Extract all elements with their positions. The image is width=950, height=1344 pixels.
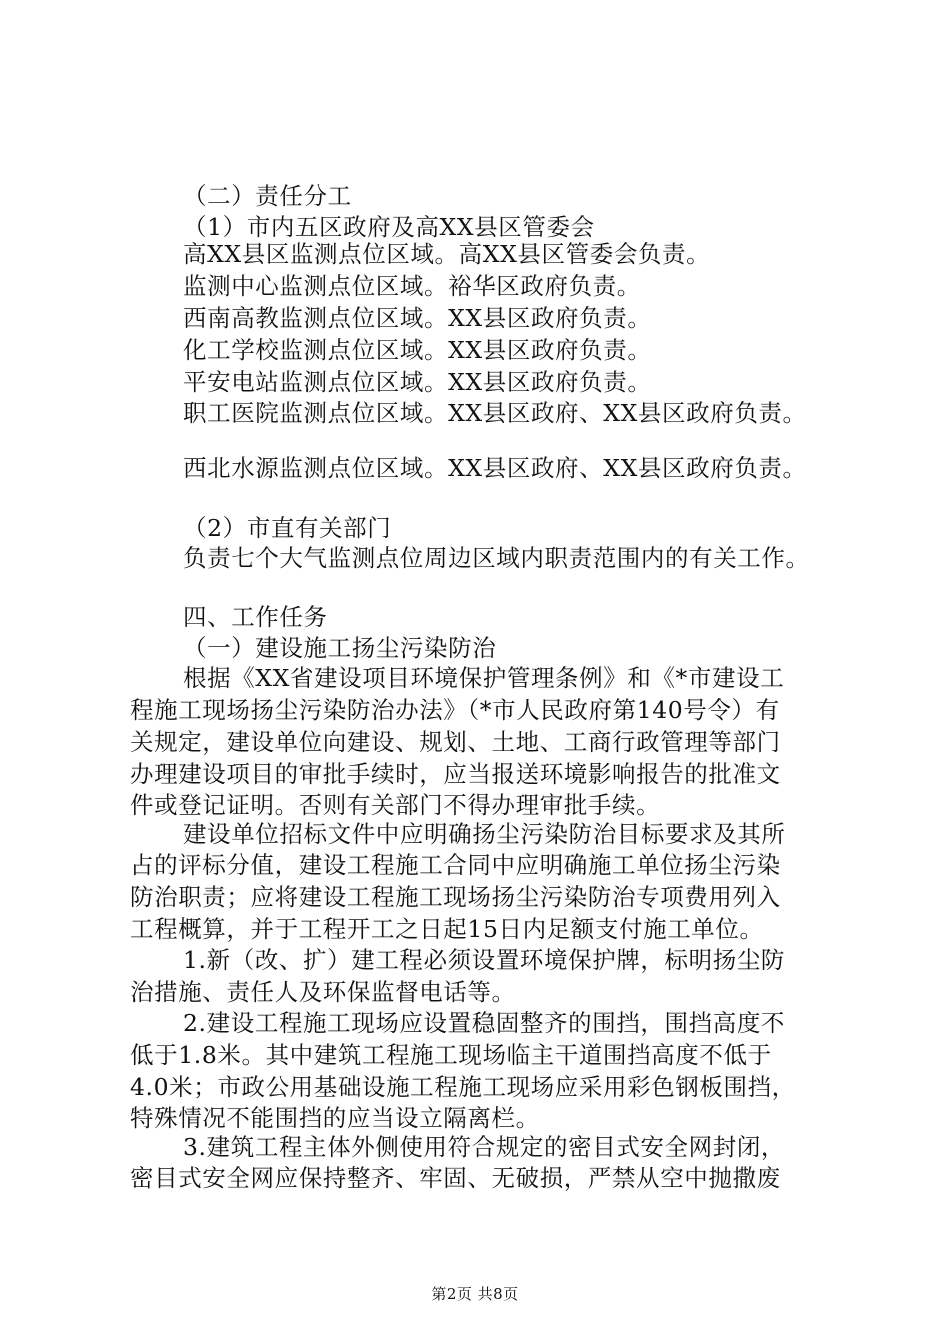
- paragraph-line: 办理建设项目的审批手续时，应当报送环境影响报告的批准文: [130, 760, 781, 788]
- paragraph-line: 工程概算，并于工程开工之日起15日内足额支付施工单位。: [130, 915, 764, 943]
- list-item-line: 3.建筑工程主体外侧使用符合规定的密目式安全网封闭，: [183, 1133, 786, 1161]
- list-item-line: 低于1.8米。其中建筑工程施工现场临主干道围挡高度不低于: [130, 1041, 772, 1069]
- list-item-line: 2.建设工程施工现场应设置稳固整齐的围挡，围挡高度不: [183, 1009, 786, 1037]
- section-heading: 四、工作任务: [183, 603, 328, 631]
- list-item-line: 1.新（改、扩）建工程必须设置环境保护牌，标明扬尘防: [183, 946, 786, 974]
- text-line: 高XX县区监测点位区域。高XX县区管委会负责。: [183, 240, 711, 268]
- paragraph-line: 程施工现场扬尘污染防治办法》（*市人民政府第140号令）有: [130, 696, 780, 724]
- paragraph-line: 建设单位招标文件中应明确扬尘污染防治目标要求及其所: [183, 820, 786, 848]
- paragraph-line: 件或登记证明。否则有关部门不得办理审批手续。: [130, 791, 661, 819]
- section-heading: （二）责任分工: [183, 182, 352, 210]
- text-line: 平安电站监测点位区域。XX县区政府负责。: [183, 368, 652, 396]
- paragraph-line: 根据《XX省建设项目环境保护管理条例》和《*市建设工: [183, 664, 785, 692]
- text-line: 西北水源监测点位区域。XX县区政府、XX县区政府负责。: [183, 454, 807, 482]
- list-item-line: 治措施、责任人及环保监督电话等。: [130, 978, 516, 1006]
- text-line: 西南高教监测点位区域。XX县区政府负责。: [183, 304, 652, 332]
- list-item-line: 4.0米；市政公用基础设施工程施工现场应采用彩色钢板围挡，: [130, 1073, 796, 1101]
- paragraph-line: 防治职责；应将建设工程施工现场扬尘污染防治专项费用列入: [130, 883, 781, 911]
- page-number-footer: 第2页 共8页: [431, 1285, 519, 1303]
- subsection-heading: （1）市内五区政府及高XX县区管委会: [183, 213, 595, 241]
- text-line: 化工学校监测点位区域。XX县区政府负责。: [183, 336, 652, 364]
- subsection-heading: （一）建设施工扬尘污染防治: [183, 634, 497, 662]
- subsection-heading: （2）市直有关部门: [183, 514, 392, 542]
- paragraph-line: 占的评标分值，建设工程施工合同中应明确施工单位扬尘污染: [130, 851, 781, 879]
- list-item-line: 密目式安全网应保持整齐、牢固、无破损，严禁从空中抛撒废: [130, 1164, 781, 1192]
- paragraph-line: 关规定，建设单位向建设、规划、土地、工商行政管理等部门: [130, 728, 781, 756]
- text-line: 负责七个大气监测点位周边区域内职责范围内的有关工作。: [183, 544, 810, 572]
- text-line: 监测中心监测点位区域。裕华区政府负责。: [183, 272, 641, 300]
- list-item-line: 特殊情况不能围挡的应当设立隔离栏。: [130, 1104, 540, 1132]
- text-line: 职工医院监测点位区域。XX县区政府、XX县区政府负责。: [183, 399, 807, 427]
